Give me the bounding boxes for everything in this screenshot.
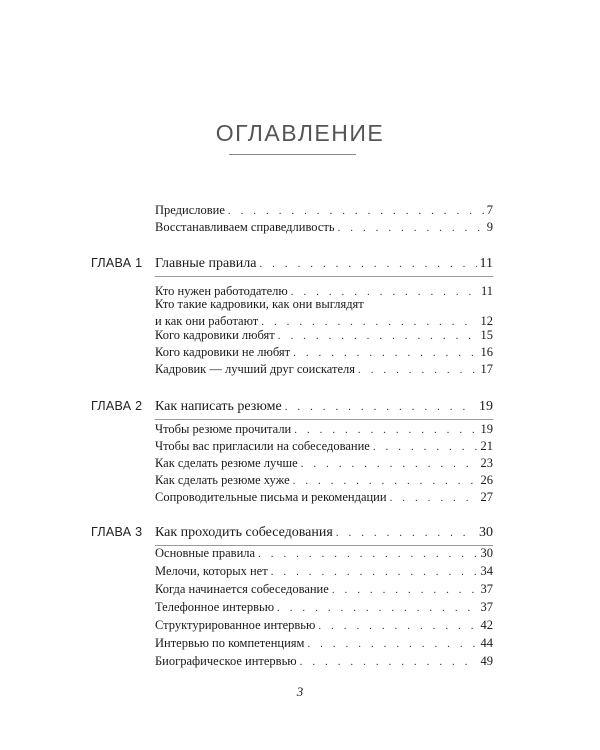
toc-page-number: 19 (480, 422, 493, 436)
leader-dots (277, 600, 477, 617)
toc-page-number: 37 (480, 582, 493, 596)
leader-dots (278, 328, 478, 345)
toc-page-number: 44 (480, 636, 493, 650)
toc-entry-text: Как сделать резюме хуже (155, 473, 290, 487)
toc-entry-text: Восстанавливаем справедливость (155, 220, 335, 234)
toc-entry-text: Чтобы вас пригласили на собеседование (155, 439, 370, 453)
toc-page-number: 30 (480, 546, 493, 560)
toc-entry-text: Кадровик — лучший друг соискателя (155, 362, 355, 376)
toc-entry[interactable] (155, 421, 493, 438)
toc-entry[interactable] (155, 581, 493, 598)
toc-entry[interactable] (155, 296, 493, 330)
toc-chapter-title: Как написать резюме (155, 399, 282, 414)
chapter-label: ГЛАВА 3 (91, 525, 143, 539)
leader-dots (293, 345, 477, 362)
toc-page-number: 30 (479, 525, 493, 540)
toc-entry[interactable] (155, 599, 493, 616)
toc-entry[interactable] (155, 361, 493, 378)
toc-page-number: 27 (480, 490, 493, 504)
toc-chapter-title: Как проходить собеседования (155, 525, 333, 540)
leader-dots (336, 525, 476, 542)
leader-dots (318, 618, 477, 635)
toc-page-number: 19 (479, 399, 493, 414)
chapter-label: ГЛАВА 1 (91, 256, 143, 270)
toc-entry-preface[interactable] (155, 202, 493, 219)
toc-entry[interactable] (155, 489, 493, 506)
toc-chapter-title: Главные правила (155, 256, 257, 271)
toc-page-number: 21 (480, 439, 493, 453)
toc-entry-text: Кто такие кадровики, как они выглядят (155, 297, 364, 311)
leader-dots (373, 439, 478, 456)
toc-entry[interactable] (155, 344, 493, 361)
toc-chapter-heading[interactable] (155, 398, 493, 415)
toc-entry[interactable] (155, 563, 493, 580)
toc-page-number: 7 (486, 203, 493, 217)
leader-dots (301, 456, 478, 473)
leader-dots (294, 422, 477, 439)
toc-entry-text: Кого кадровики любят (155, 328, 275, 342)
leader-dots (300, 654, 478, 671)
toc-entry-text: Предисловие (155, 203, 225, 217)
toc-entry-text: Когда начинается собеседование (155, 582, 329, 596)
toc-entry-restoring-justice[interactable] (155, 219, 493, 236)
toc-entry-text: Кого кадровики не любят (155, 345, 291, 359)
toc-entry-text: Телефонное интервью (155, 600, 275, 614)
toc-entry-text: Биографическое интервью (155, 654, 297, 668)
toc-entry[interactable] (155, 617, 493, 634)
leader-dots (390, 490, 478, 507)
toc-page-number: 12 (480, 314, 493, 328)
toc-entry-text: Мелочи, которых нет (155, 564, 268, 578)
toc-entry-text: Кто нужен работодателю (155, 284, 288, 298)
chapter-divider (155, 419, 493, 420)
leader-dots (258, 546, 477, 563)
leader-dots (293, 473, 478, 490)
toc-page-number: 17 (480, 362, 493, 376)
toc-page-number: 15 (480, 328, 493, 342)
toc-chapter-heading[interactable] (155, 524, 493, 541)
leader-dots (285, 399, 476, 416)
toc-entry-text-continued: и как они работают (155, 314, 259, 328)
chapter-label: ГЛАВА 2 (91, 399, 143, 413)
toc-entry[interactable] (155, 653, 493, 670)
toc-page-number: 37 (480, 600, 493, 614)
toc-entry-text: Основные правила (155, 546, 256, 560)
leader-dots (332, 582, 478, 599)
toc-entry-text: Сопроводительные письма и рекомендации (155, 490, 387, 504)
leader-dots (307, 636, 477, 653)
toc-page-number: 26 (480, 473, 493, 487)
toc-entry-text: Чтобы резюме прочитали (155, 422, 292, 436)
toc-page-number: 16 (480, 345, 493, 359)
leader-dots (358, 362, 478, 379)
toc-page-number: 11 (480, 284, 493, 298)
toc-entry[interactable] (155, 635, 493, 652)
toc-entry-text: Структурированное интервью (155, 618, 316, 632)
toc-entry[interactable] (155, 438, 493, 455)
leader-dots (259, 256, 476, 273)
leader-dots (228, 203, 484, 220)
toc-page-number: 11 (479, 256, 493, 271)
toc-entry[interactable] (155, 545, 493, 562)
page-number: 3 (296, 684, 304, 699)
toc-chapter-heading[interactable] (155, 255, 493, 272)
leader-dots (338, 220, 484, 237)
toc-entry-text: Интервью по компетенциям (155, 636, 305, 650)
toc-page-number: 34 (480, 564, 493, 578)
toc-page-number: 49 (480, 654, 493, 668)
toc-entry[interactable] (155, 455, 493, 472)
toc-entry[interactable] (155, 327, 493, 344)
toc-page-number: 23 (480, 456, 493, 470)
toc-entry-text: Как сделать резюме лучше (155, 456, 298, 470)
leader-dots (271, 564, 478, 581)
toc-page-number: 9 (486, 220, 493, 234)
toc-entry[interactable] (155, 472, 493, 489)
chapter-divider (155, 276, 493, 277)
toc-page-number: 42 (480, 618, 493, 632)
page-title: ОГЛАВЛЕНИЕ (215, 120, 385, 146)
